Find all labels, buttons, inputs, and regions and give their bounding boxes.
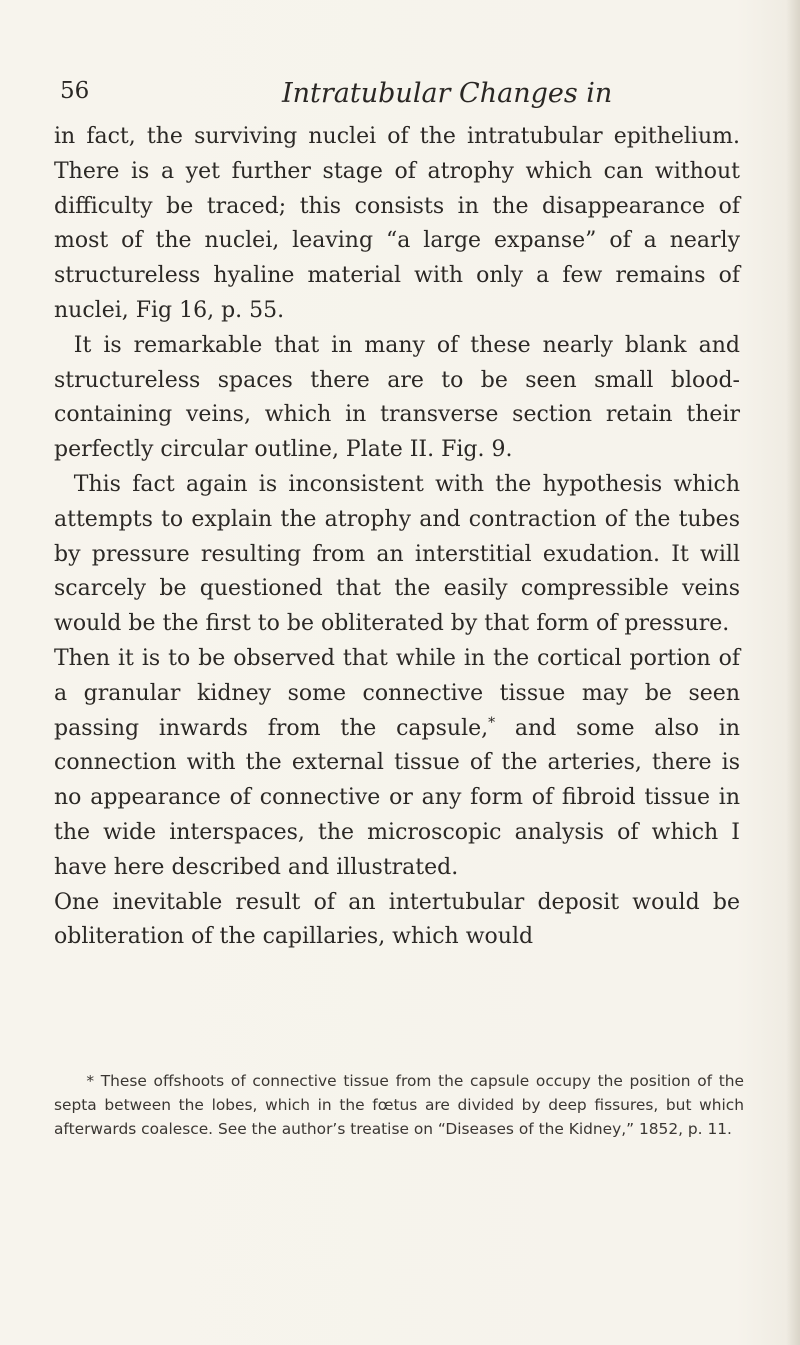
running-head: Intratubular Changes in (282, 78, 613, 109)
footnote-reference-mark: * (488, 714, 496, 731)
page-number: 56 (60, 78, 90, 104)
paragraph-4-text-b: and some also in connection with the external tissue of the arteries, there is no appearance of connective or any form of fibroid tissue in the wide interspaces, the microscopic analysis of which I have here described and illustrated. (54, 715, 740, 880)
page-header (60, 78, 740, 118)
body-text (54, 120, 740, 955)
footnote-text: * These offshoots of connective tissue from the capsule occupy the position of the septa between the lobes, which in the fœtus are divided by deep fissures, but which afterwards coalesce. See the author’s treatise on “Diseases of the Kidney,” 1852, p. 11. (54, 1072, 744, 1139)
paragraph-1: in fact, the surviving nuclei of the intratubular epithelium. There is a yet further stage of atrophy which can without difficulty be traced; this consists in the disappearance of most of the nuclei, leaving “a large expanse” of a nearly structureless hyaline material with only a few remains of nuclei, Fig 16, p. 55. (54, 124, 740, 323)
paragraph-2: It is remarkable that in many of these nearly blank and structureless spaces there are to be seen small blood-containing veins, which in transverse section retain their perfectly circular outline, Plate II. Fig. 9. (54, 332, 740, 463)
paragraph-5: One inevitable result of an intertubular deposit would be obliteration of the capillaries, which would (54, 889, 740, 950)
paragraph-3: This fact again is inconsistent with the hypothesis which attempts to explain the atrophy and contraction of the tubes by pressure resulting from an interstitial exudation. It will scarcely be questioned that the easily compressible veins would be the first to be obliterated by that form of pressure. (54, 471, 740, 637)
paragraph-4-text-a: Then it is to be observed that while in the cortical portion of a granular kidney some connective tissue may be seen passing inwards from the capsule, (54, 645, 740, 741)
footnote (54, 1069, 744, 1142)
paragraph-4 (54, 642, 740, 886)
page-edge-shadow (786, 0, 800, 1345)
